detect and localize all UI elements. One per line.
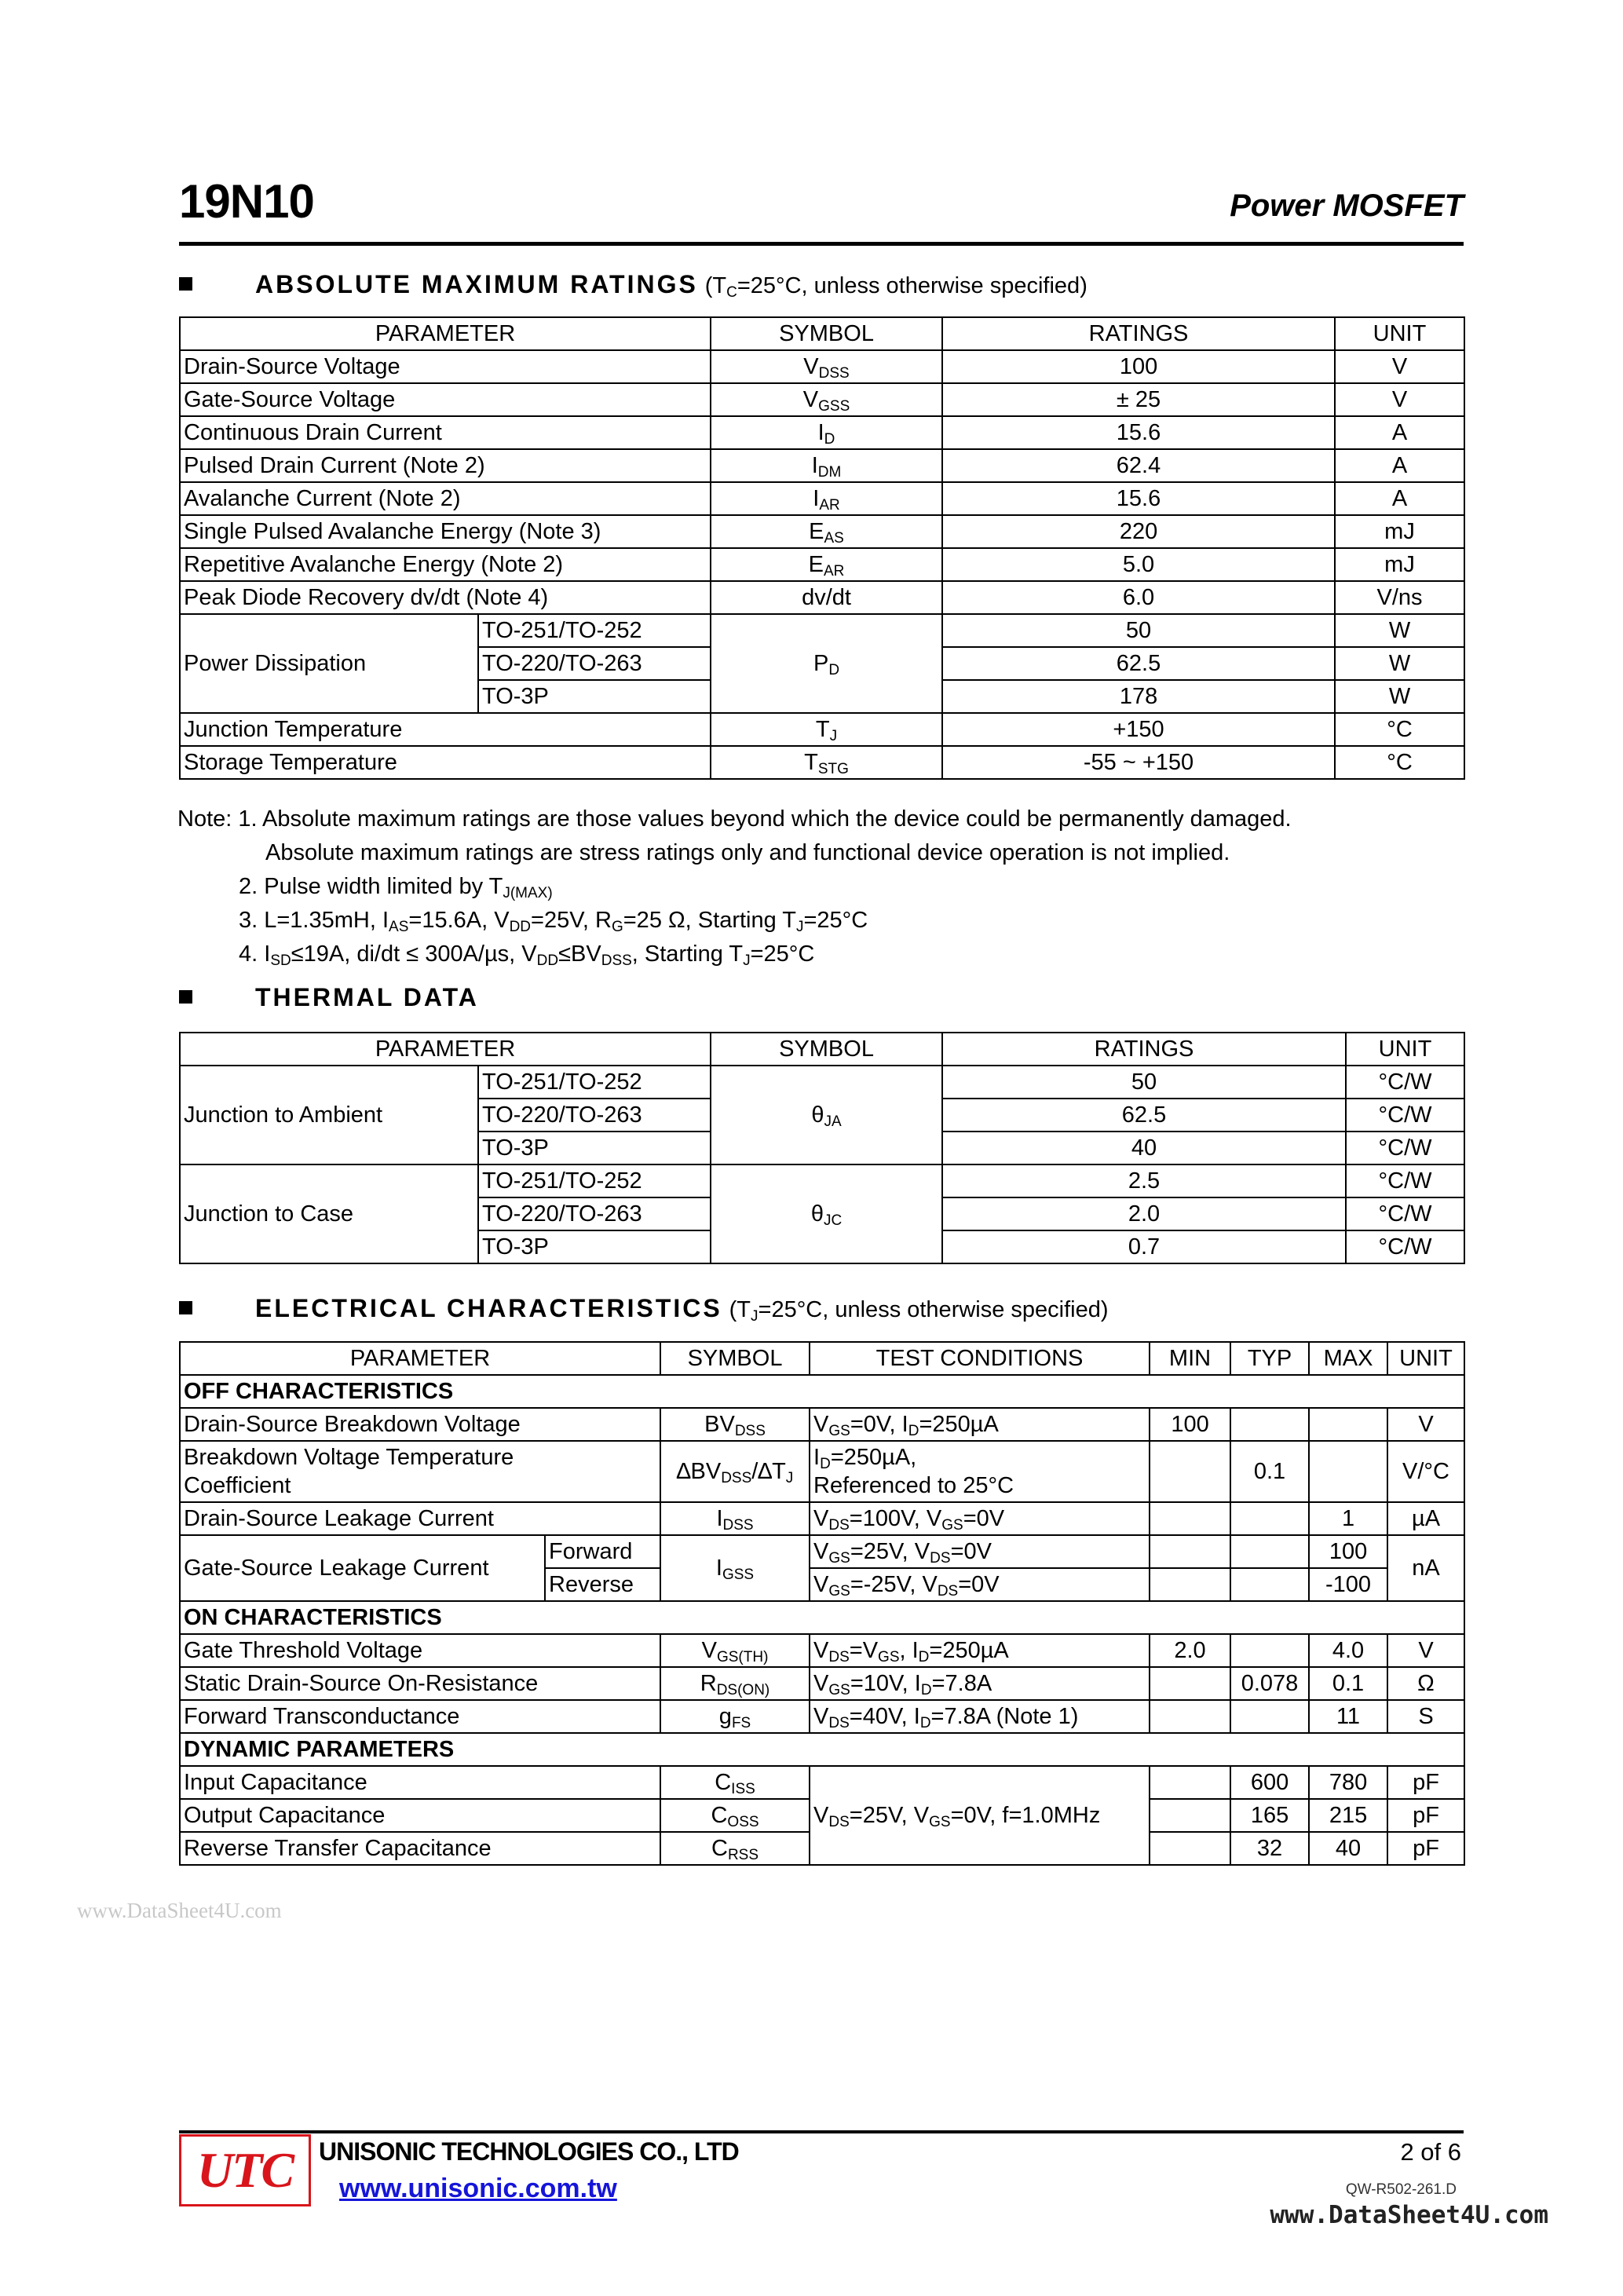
- table-header-row: [180, 1342, 1464, 1375]
- table-row: [180, 713, 1464, 746]
- min-cell: [1150, 1667, 1230, 1700]
- rating-cell: 40: [942, 1132, 1346, 1164]
- param-cell: Gate-Source Voltage: [180, 383, 711, 416]
- rating-cell: 5.0: [942, 548, 1335, 581]
- param-cell: Pulsed Drain Current (Note 2): [180, 449, 711, 482]
- part-number: 19N10: [179, 175, 314, 228]
- typ-cell: 0.078: [1230, 1667, 1309, 1700]
- table-row: [180, 1164, 1464, 1197]
- unit-cell: S: [1387, 1700, 1464, 1733]
- abs-max-title: ABSOLUTE MAXIMUM RATINGS: [255, 270, 698, 298]
- table-row: [180, 1066, 1464, 1099]
- symbol-cell: $P_D$: [711, 614, 942, 713]
- typ-cell: 32: [1230, 1832, 1309, 1865]
- param-cell: Forward Transconductance: [180, 1700, 660, 1733]
- test-cell: $V_{DS}=V_{GS}$, $I_D=250\mu A$: [810, 1634, 1150, 1667]
- unit-cell: V: [1387, 1408, 1464, 1441]
- min-cell: [1150, 1441, 1230, 1502]
- typ-cell: [1230, 1568, 1309, 1601]
- symbol-cell: dv/dt: [711, 581, 942, 614]
- section-row: [180, 1733, 1464, 1766]
- param-cell: Junction to Ambient: [180, 1066, 478, 1164]
- symbol-cell: $V_{GS(TH)}$: [660, 1634, 810, 1667]
- unit-cell: V/ns: [1335, 581, 1464, 614]
- table-row: [180, 1502, 1464, 1535]
- section-row: [180, 1601, 1464, 1634]
- unit-cell: V: [1387, 1634, 1464, 1667]
- table-row: [180, 383, 1464, 416]
- rating-cell: 178: [942, 680, 1335, 713]
- param-cell: Drain-Source Leakage Current: [180, 1502, 660, 1535]
- table-header-row: [180, 1033, 1464, 1066]
- param-cell: Junction to Case: [180, 1164, 478, 1263]
- header-parameter: PARAMETER: [180, 1033, 711, 1066]
- product-type: Power MOSFET: [1230, 188, 1464, 223]
- min-cell: [1150, 1535, 1230, 1568]
- thermal-heading: [179, 983, 479, 1012]
- table-row: [180, 449, 1464, 482]
- sub-param-cell: Reverse: [545, 1568, 660, 1601]
- thermal-title: THERMAL DATA: [255, 983, 479, 1011]
- table-row: [180, 1634, 1464, 1667]
- header-max: MAX: [1309, 1342, 1387, 1375]
- header-symbol: SYMBOL: [660, 1342, 810, 1375]
- symbol-cell: $T_J$: [711, 713, 942, 746]
- param-cell: Drain-Source Voltage: [180, 350, 711, 383]
- unit-cell: mJ: [1335, 515, 1464, 548]
- test-cell: $V_{GS}=-25V$, $V_{DS}=0V$: [810, 1568, 1150, 1601]
- unit-cell: W: [1335, 680, 1464, 713]
- min-cell: [1150, 1502, 1230, 1535]
- param-cell: Gate-Source Leakage Current: [180, 1535, 545, 1601]
- page-number: 2 of 6: [1400, 2138, 1461, 2166]
- header-parameter: PARAMETER: [180, 317, 711, 350]
- table-row: [180, 515, 1464, 548]
- rating-cell: -55 ~ +150: [942, 746, 1335, 779]
- rating-cell: 0.7: [942, 1230, 1346, 1263]
- table-header-row: [180, 317, 1464, 350]
- watermark-top: www.DataSheet4U.com: [77, 1899, 282, 1922]
- symbol-cell: $I_{GSS}$: [660, 1535, 810, 1601]
- unit-cell: °C: [1335, 746, 1464, 779]
- table-row: [180, 482, 1464, 515]
- typ-cell: [1230, 1502, 1309, 1535]
- unit-cell: V: [1335, 350, 1464, 383]
- unit-cell: pF: [1387, 1766, 1464, 1799]
- symbol-cell: $I_{AR}$: [711, 482, 942, 515]
- header-rule: [179, 242, 1464, 246]
- typ-cell: 165: [1230, 1799, 1309, 1832]
- symbol-cell: $BV_{DSS}$: [660, 1408, 810, 1441]
- typ-cell: 0.1: [1230, 1441, 1309, 1502]
- rating-cell: 50: [942, 614, 1335, 647]
- symbol-cell: $V_{GSS}$: [711, 383, 942, 416]
- electrical-title: ELECTRICAL CHARACTERISTICS: [255, 1294, 722, 1322]
- notes: [177, 803, 1292, 971]
- symbol-cell: $C_{RSS}$: [660, 1832, 810, 1865]
- test-cell: $I_D=250\mu A$, Referenced to 25°C: [810, 1441, 1150, 1502]
- max-cell: 11: [1309, 1700, 1387, 1733]
- note-3: 3. L=1.35mH, $I_{AS}=15.6A$, $V_{DD}=25V$, $R_G=25$ Ω, Starting $T_J=25^\circ C$: [239, 908, 868, 935]
- bullet-square-icon: [179, 277, 192, 291]
- param-cell: Storage Temperature: [180, 746, 711, 779]
- min-cell: [1150, 1766, 1230, 1799]
- param-cell: Avalanche Current (Note 2): [180, 482, 711, 515]
- table-row: [180, 1667, 1464, 1700]
- param-cell: Breakdown Voltage Temperature Coefficient: [180, 1441, 660, 1502]
- section-title: OFF CHARACTERISTICS: [180, 1375, 1464, 1408]
- test-cell: $V_{DS}=40V$, $I_D=7.8A$ (Note 1): [810, 1700, 1150, 1733]
- typ-cell: [1230, 1535, 1309, 1568]
- max-cell: [1309, 1408, 1387, 1441]
- unit-cell: pF: [1387, 1832, 1464, 1865]
- header-ratings: RATINGS: [942, 317, 1335, 350]
- test-cell: $V_{GS}=25V$, $V_{DS}=0V$: [810, 1535, 1150, 1568]
- symbol-cell: $g_{FS}$: [660, 1700, 810, 1733]
- package-cell: TO-251/TO-252: [478, 614, 711, 647]
- max-cell: 1: [1309, 1502, 1387, 1535]
- abs-max-condition: ($T_C=25^\circ C$, unless otherwise specified): [704, 273, 1087, 301]
- electrical-table: [179, 1341, 1465, 1866]
- note-1: Note: 1. Absolute maximum ratings are those values beyond which the device could be permanently damaged.: [177, 806, 1292, 832]
- max-cell: [1309, 1441, 1387, 1502]
- typ-cell: [1230, 1408, 1309, 1441]
- param-cell: Input Capacitance: [180, 1766, 660, 1799]
- package-cell: TO-220/TO-263: [478, 1099, 711, 1132]
- symbol-cell: $\theta_{JA}$: [711, 1066, 942, 1164]
- unit-cell: V/°C: [1387, 1441, 1464, 1502]
- rating-cell: 15.6: [942, 416, 1335, 449]
- rating-cell: 100: [942, 350, 1335, 383]
- test-cell: $V_{DS}=25V$, $V_{GS}=0V$, f=1.0MHz: [810, 1766, 1150, 1865]
- thermal-table: [179, 1032, 1465, 1264]
- header-min: MIN: [1150, 1342, 1230, 1375]
- min-cell: 2.0: [1150, 1634, 1230, 1667]
- bullet-square-icon: [179, 1301, 192, 1314]
- package-cell: TO-3P: [478, 1132, 711, 1164]
- symbol-cell: $E_{AS}$: [711, 515, 942, 548]
- package-cell: TO-3P: [478, 680, 711, 713]
- param-cell: Output Capacitance: [180, 1799, 660, 1832]
- symbol-cell: $\Delta BV_{DSS}/\Delta T_J$: [660, 1441, 810, 1502]
- rating-cell: ± 25: [942, 383, 1335, 416]
- table-row: [180, 614, 1464, 647]
- unit-cell: °C/W: [1346, 1230, 1464, 1263]
- typ-cell: 600: [1230, 1766, 1309, 1799]
- unit-cell: A: [1335, 416, 1464, 449]
- symbol-cell: $R_{DS(ON)}$: [660, 1667, 810, 1700]
- rating-cell: 62.5: [942, 1099, 1346, 1132]
- rating-cell: 62.5: [942, 647, 1335, 680]
- test-cell: $V_{DS}=100V$, $V_{GS}=0V$: [810, 1502, 1150, 1535]
- typ-cell: [1230, 1634, 1309, 1667]
- header-symbol: SYMBOL: [711, 1033, 942, 1066]
- table-row: [180, 350, 1464, 383]
- header-parameter: PARAMETER: [180, 1342, 660, 1375]
- typ-cell: [1230, 1700, 1309, 1733]
- unit-cell: Ω: [1387, 1667, 1464, 1700]
- watermark-bottom: www.DataSheet4U.com: [1270, 2201, 1548, 2229]
- section-title: DYNAMIC PARAMETERS: [180, 1733, 1464, 1766]
- symbol-cell: $I_{DM}$: [711, 449, 942, 482]
- electrical-heading: [179, 1294, 1109, 1323]
- unit-cell: °C/W: [1346, 1132, 1464, 1164]
- section-title: ON CHARACTERISTICS: [180, 1601, 1464, 1634]
- unit-cell: W: [1335, 614, 1464, 647]
- unit-cell: °C/W: [1346, 1197, 1464, 1230]
- company-name: UNISONIC TECHNOLOGIES CO., LTD: [319, 2137, 739, 2166]
- param-cell: Drain-Source Breakdown Voltage: [180, 1408, 660, 1441]
- max-cell: 40: [1309, 1832, 1387, 1865]
- param-cell: Continuous Drain Current: [180, 416, 711, 449]
- table-row: [180, 416, 1464, 449]
- section-row: [180, 1375, 1464, 1408]
- symbol-cell: $C_{OSS}$: [660, 1799, 810, 1832]
- max-cell: 215: [1309, 1799, 1387, 1832]
- param-cell: Repetitive Avalanche Energy (Note 2): [180, 548, 711, 581]
- document-number: QW-R502-261.D: [1345, 2181, 1457, 2198]
- electrical-condition: ($T_J=25^\circ C$, unless otherwise specified): [729, 1297, 1109, 1325]
- table-row: [180, 746, 1464, 779]
- max-cell: -100: [1309, 1568, 1387, 1601]
- note-4: 4. $I_{SD}\le 19A$, di/dt ≤ 300A/µs, $V_{DD}\le BV_{DSS}$, Starting $T_J=25^\circ C$: [239, 941, 815, 969]
- symbol-cell: $\theta_{JC}$: [711, 1164, 942, 1263]
- min-cell: [1150, 1568, 1230, 1601]
- rating-cell: 50: [942, 1066, 1346, 1099]
- unit-cell: A: [1335, 449, 1464, 482]
- bullet-square-icon: [179, 990, 192, 1004]
- unit-cell: W: [1335, 647, 1464, 680]
- max-cell: 4.0: [1309, 1634, 1387, 1667]
- param-cell: Junction Temperature: [180, 713, 711, 746]
- unit-cell: pF: [1387, 1799, 1464, 1832]
- rating-cell: 15.6: [942, 482, 1335, 515]
- rating-cell: +150: [942, 713, 1335, 746]
- header-symbol: SYMBOL: [711, 317, 942, 350]
- symbol-cell: $C_{ISS}$: [660, 1766, 810, 1799]
- max-cell: 780: [1309, 1766, 1387, 1799]
- param-cell: Peak Diode Recovery dv/dt (Note 4): [180, 581, 711, 614]
- table-row: [180, 1700, 1464, 1733]
- param-cell: Power Dissipation: [180, 614, 478, 713]
- header-unit: UNIT: [1335, 317, 1464, 350]
- package-cell: TO-220/TO-263: [478, 647, 711, 680]
- symbol-cell: $V_{DSS}$: [711, 350, 942, 383]
- unit-cell: °C: [1335, 713, 1464, 746]
- rating-cell: 2.0: [942, 1197, 1346, 1230]
- unit-cell: °C/W: [1346, 1099, 1464, 1132]
- max-cell: 100: [1309, 1535, 1387, 1568]
- table-row: [180, 1766, 1464, 1799]
- min-cell: [1150, 1700, 1230, 1733]
- rating-cell: 62.4: [942, 449, 1335, 482]
- unit-cell: V: [1335, 383, 1464, 416]
- header-unit: UNIT: [1346, 1033, 1464, 1066]
- note-2: 2. Pulse width limited by $T_{J(MAX)}$: [239, 874, 553, 901]
- package-cell: TO-251/TO-252: [478, 1164, 711, 1197]
- min-cell: [1150, 1799, 1230, 1832]
- param-cell: Reverse Transfer Capacitance: [180, 1832, 660, 1865]
- table-row: [180, 1441, 1464, 1502]
- unit-cell: A: [1335, 482, 1464, 515]
- symbol-cell: $E_{AR}$: [711, 548, 942, 581]
- unit-cell: mJ: [1335, 548, 1464, 581]
- max-cell: 0.1: [1309, 1667, 1387, 1700]
- footer-rule: [179, 2130, 1464, 2133]
- min-cell: [1150, 1832, 1230, 1865]
- min-cell: 100: [1150, 1408, 1230, 1441]
- table-row: [180, 1408, 1464, 1441]
- note-1b: Absolute maximum ratings are stress ratings only and functional device operation is not implied.: [265, 840, 1230, 865]
- symbol-cell: $I_{DSS}$: [660, 1502, 810, 1535]
- abs-max-table: [179, 316, 1465, 780]
- symbol-cell: $I_D$: [711, 416, 942, 449]
- symbol-cell: $T_{STG}$: [711, 746, 942, 779]
- rating-cell: 220: [942, 515, 1335, 548]
- unit-cell: µA: [1387, 1502, 1464, 1535]
- table-row: [180, 581, 1464, 614]
- unit-cell: °C/W: [1346, 1164, 1464, 1197]
- header-ratings: RATINGS: [942, 1033, 1346, 1066]
- package-cell: TO-220/TO-263: [478, 1197, 711, 1230]
- rating-cell: 2.5: [942, 1164, 1346, 1197]
- sub-param-cell: Forward: [545, 1535, 660, 1568]
- header-test-conditions: TEST CONDITIONS: [810, 1342, 1150, 1375]
- param-cell: Single Pulsed Avalanche Energy (Note 3): [180, 515, 711, 548]
- test-cell: $V_{GS}=10V$, $I_D=7.8A$: [810, 1667, 1150, 1700]
- utc-logo: UTC: [179, 2134, 311, 2206]
- unit-cell: °C/W: [1346, 1066, 1464, 1099]
- param-cell: Gate Threshold Voltage: [180, 1634, 660, 1667]
- param-cell: Static Drain-Source On-Resistance: [180, 1667, 660, 1700]
- rating-cell: 6.0: [942, 581, 1335, 614]
- test-cell: $V_{GS}=0V$, $I_D=250\mu A$: [810, 1408, 1150, 1441]
- abs-max-heading: [179, 270, 1087, 299]
- unit-cell: nA: [1387, 1535, 1464, 1601]
- table-row: [180, 1535, 1464, 1568]
- package-cell: TO-3P: [478, 1230, 711, 1263]
- table-row: [180, 548, 1464, 581]
- header-unit: UNIT: [1387, 1342, 1464, 1375]
- header-typ: TYP: [1230, 1342, 1309, 1375]
- package-cell: TO-251/TO-252: [478, 1066, 711, 1099]
- website-link[interactable]: www.unisonic.com.tw: [339, 2174, 617, 2203]
